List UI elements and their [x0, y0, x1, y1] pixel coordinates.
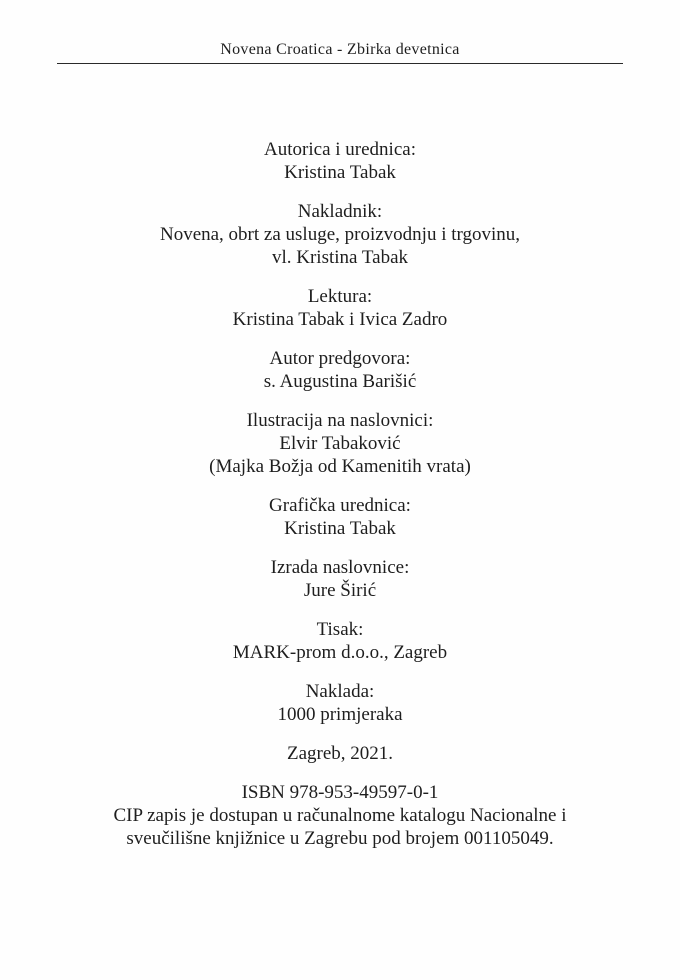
colophon-value: Zagreb, 2021. — [286, 743, 394, 764]
cip-note: sveučilišne knjižnice u Zagrebu pod brojem 001105049. — [126, 828, 554, 849]
section-place-year — [0, 742, 680, 765]
colophon-value: MARK-prom d.o.o., Zagreb — [232, 642, 448, 663]
colophon-value: (Majka Božja od Kamenitih vrata) — [209, 456, 471, 477]
colophon-label: Grafička urednica: — [269, 495, 411, 516]
colophon-value: 1000 primjeraka — [277, 704, 403, 725]
colophon-value: Kristina Tabak — [284, 162, 396, 183]
section-print-run — [0, 680, 680, 726]
colophon-value: Elvir Tabaković — [279, 433, 401, 454]
colophon-label: Tisak: — [316, 619, 364, 640]
colophon-value: Kristina Tabak — [284, 518, 396, 539]
colophon-value: s. Augustina Barišić — [263, 371, 417, 392]
colophon-content — [0, 64, 680, 850]
colophon-value: Novena, obrt za usluge, proizvodnju i trgovinu, — [159, 224, 521, 245]
section-publisher — [0, 200, 680, 269]
section-graphic-editor — [0, 494, 680, 540]
colophon-label: Nakladnik: — [297, 201, 383, 222]
colophon-value: Kristina Tabak i Ivica Zadro — [232, 309, 448, 330]
colophon-value: Jure Širić — [303, 580, 377, 601]
colophon-label: Autor predgovora: — [269, 348, 411, 369]
cip-note: CIP zapis je dostupan u računalnome katalogu Nacionalne i — [113, 805, 567, 826]
colophon-label: Autorica i urednica: — [264, 139, 416, 160]
colophon-label: Izrada naslovnice: — [270, 557, 410, 578]
page-header — [0, 0, 680, 64]
section-proofreading — [0, 285, 680, 331]
section-print — [0, 618, 680, 664]
colophon-label: Ilustracija na naslovnici: — [246, 410, 434, 431]
section-isbn-cip — [0, 781, 680, 850]
colophon-label: Lektura: — [307, 286, 373, 307]
running-title: Novena Croatica - Zbirka devetnica — [220, 41, 460, 58]
section-author-editor — [0, 138, 680, 184]
section-cover-design — [0, 556, 680, 602]
section-cover-illustration — [0, 409, 680, 478]
colophon-label: Naklada: — [305, 681, 375, 702]
colophon-value: vl. Kristina Tabak — [271, 247, 409, 268]
isbn-number: ISBN 978-953-49597-0-1 — [241, 782, 439, 803]
section-foreword-author — [0, 347, 680, 393]
